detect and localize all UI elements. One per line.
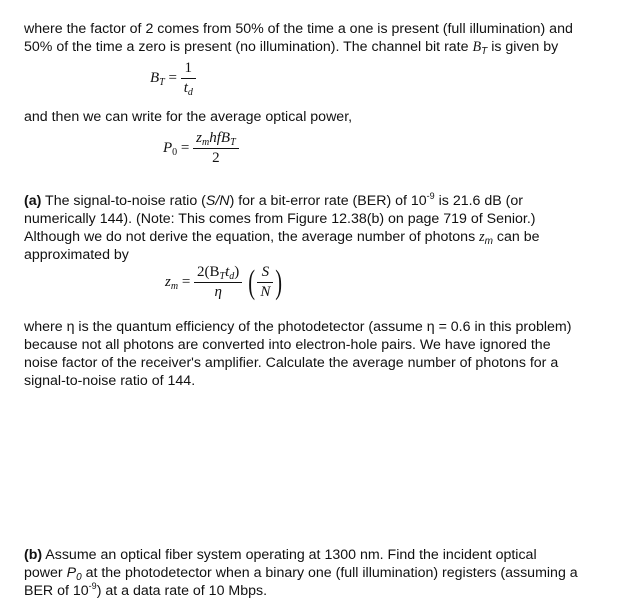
eq-bt-numerator: 1 — [184, 60, 193, 76]
eq-p0-num-z-sub: m — [201, 137, 210, 148]
eq-p0-num-z: z — [196, 130, 202, 146]
ber-exponent: -9 — [426, 191, 435, 201]
eq-zm-fraction — [194, 264, 242, 301]
intro-line-2 — [24, 38, 624, 56]
part-a-line-4: approximated by — [24, 247, 129, 263]
part-b-paragraph — [24, 546, 624, 600]
snr-symbol: S/N — [205, 193, 230, 209]
equation-avg-power — [163, 130, 239, 167]
left-paren: ( — [248, 263, 256, 301]
eq-bt-fraction — [181, 60, 196, 97]
eq-p0-numerator — [193, 130, 238, 147]
eq-zm-num-end: ) — [234, 264, 240, 280]
eq-zm-snr-fraction — [257, 264, 273, 301]
after-eq-line-4: signal-to-noise ratio of 144. — [24, 373, 196, 389]
photon-symbol: z — [479, 229, 485, 245]
part-a-line-2: numerically 144). (Note: This comes from Figure 12.38(b) on page 719 of Senior.) — [24, 211, 536, 227]
after-eq-line-2: because not all photons are converted into electron-hole pairs. We have ignored the — [24, 337, 551, 353]
eq-zm-equals: = — [181, 273, 191, 290]
eq-zm-lhs: z — [165, 273, 171, 290]
eq-bt-equals: = — [168, 69, 177, 86]
bit-rate-symbol: B — [472, 39, 482, 55]
part-b-label: (b) — [24, 547, 43, 563]
fraction-bar — [181, 78, 196, 79]
eq-bt-denominator — [181, 80, 196, 97]
eq-zm-num-mid: t — [225, 264, 230, 280]
part-a-line-3-end: can be — [492, 229, 540, 245]
part-a-line-1-mid: ) for a bit-error rate (BER) of 10 — [229, 193, 427, 209]
equation-photon-count — [165, 264, 285, 301]
eq-p0-lhs: P — [163, 139, 173, 156]
part-b-ber-exponent: -9 — [88, 581, 97, 591]
after-equation-paragraph — [24, 318, 624, 390]
eq-zm-num-sub1: T — [219, 271, 226, 282]
eq-p0-fraction — [193, 130, 238, 167]
right-paren: ) — [275, 263, 283, 301]
part-a-line-1 — [24, 192, 624, 210]
part-a-line-1-text: The signal-to-noise ratio ( — [41, 193, 206, 209]
eq-bt-den-sub: d — [187, 87, 193, 98]
eq-zm-snr-num: S — [261, 264, 270, 280]
eq-p0-num-rest-sub: T — [230, 137, 236, 148]
part-b-line-1 — [24, 546, 624, 564]
part-b-line-1-text: Assume an optical fiber system operating at 1300 nm. Find the incident optical — [42, 547, 537, 563]
part-a-label: (a) — [24, 193, 42, 209]
intro-paragraph — [24, 20, 624, 56]
fraction-bar — [194, 282, 242, 283]
photon-subscript: m — [484, 236, 493, 247]
eq-zm-lhs-sub: m — [170, 280, 179, 292]
eq-p0-num-rest: hfB — [209, 130, 231, 146]
eq-zm-num-sub2: d — [229, 271, 235, 282]
eq-p0-denominator: 2 — [212, 150, 220, 166]
power-symbol: P — [66, 565, 77, 581]
eq-bt-lhs: B — [150, 69, 160, 86]
part-a-paragraph — [24, 192, 624, 264]
part-b-line-2-start: power — [24, 565, 67, 581]
eq-zm-snr-den: N — [260, 284, 271, 300]
eq-p0-lhs-sub: 0 — [172, 146, 178, 158]
intro-line-2-text: 50% of the time a zero is present (no illumination). The channel bit rate — [24, 39, 473, 55]
fraction-bar — [193, 148, 238, 149]
power-subscript: 0 — [76, 572, 82, 583]
eq-zm-numerator — [194, 264, 242, 281]
part-b-line-3-end: ) at a data rate of 10 Mbps. — [96, 583, 268, 599]
eq-p0-equals: = — [180, 139, 190, 156]
part-b-line-2-end: at the photodetector when a binary one (full illumination) registers (assuming a — [81, 565, 578, 581]
part-a-line-3 — [24, 228, 624, 246]
part-a-line-3-text: Although we do not derive the equation, the average number of photons — [24, 229, 480, 245]
bit-rate-subscript: T — [481, 46, 488, 57]
part-b-line-3-start: BER of 10 — [24, 583, 89, 599]
eq-zm-denominator: η — [214, 284, 222, 300]
intro-line-2-end: is given by — [487, 39, 559, 55]
fraction-bar — [257, 282, 273, 283]
after-eq-line-3: noise factor of the receiver's amplifier. Calculate the average number of photons for a — [24, 355, 559, 371]
equation-bit-rate — [150, 60, 196, 97]
avg-power-text: and then we can write for the average optical power, — [24, 109, 353, 125]
intro-line-1: where the factor of 2 comes from 50% of the time a one is present (full illumination) and — [24, 21, 573, 37]
part-b-line-3 — [24, 582, 624, 600]
eq-zm-num-start: 2(B — [197, 264, 220, 280]
after-eq-line-1: where η is the quantum efficiency of the photodetector (assume η = 0.6 in this problem) — [24, 319, 572, 335]
eq-bt-den-symbol: t — [183, 80, 188, 96]
eq-bt-lhs-sub: T — [159, 76, 165, 88]
part-a-line-1-end: is 21.6 dB (or — [434, 193, 524, 209]
part-b-line-2 — [24, 564, 624, 582]
